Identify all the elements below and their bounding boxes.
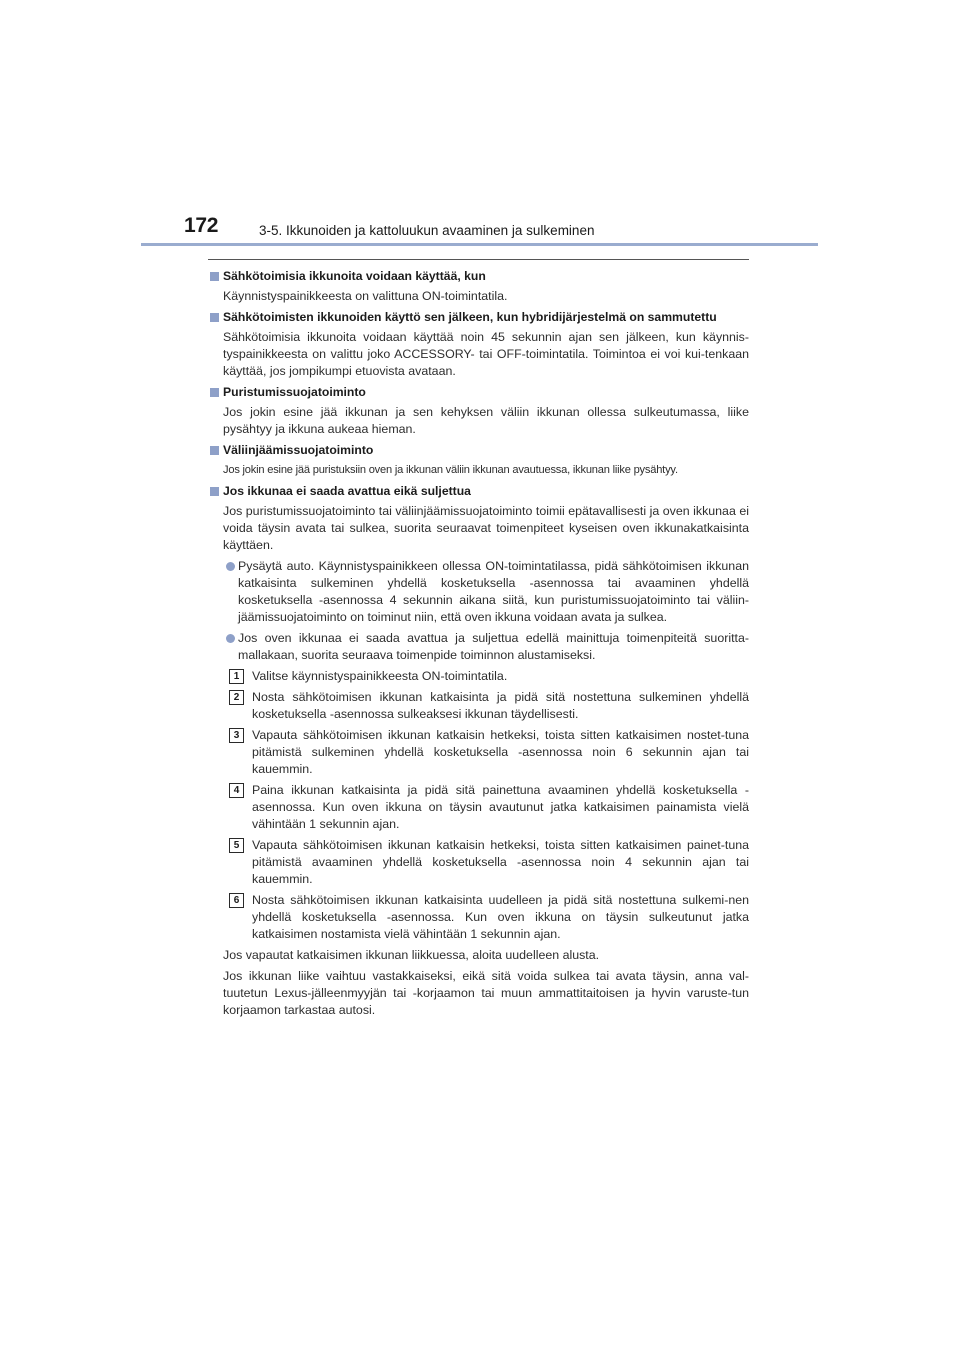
section-heading: Sähkötoimisia ikkunoita voidaan käyttää, kun: [223, 269, 486, 283]
bullet-text: Pysäytä auto. Käynnistyspainikkeen ollessa ON-toimintatilassa, pidä sähkötoimisen ikkunan katkaisinta sulkeminen yhdellä kosketuksella -asennossa tai avaaminen yhdellä kosketuksella -asennossa 4 sekunnin aikana siitä, kun puristumissuojatoiminto tai väliin-jäämissuojatoiminto on toiminut niin, että oven ikkuna voidaan avata ja sulkea.: [238, 559, 749, 624]
step-text: Nosta sähkötoimisen ikkunan katkaisinta uudelleen ja pidä sitä nostettuna sulkemi-nen yhdellä kosketuksella -asennossa. Kun oven ikkuna on täysin sulkeutunut jatka katkaisimen nostamista vielä vähintään 1 sekunnin ajan.: [252, 893, 749, 941]
section-heading: Jos ikkunaa ei saada avattua eikä suljettua: [223, 484, 471, 498]
section-catch-protection: [208, 442, 749, 479]
circle-bullet-icon: [226, 634, 235, 643]
step-item: [208, 689, 749, 723]
step-number: 2: [229, 690, 244, 705]
step-number: 5: [229, 838, 244, 853]
step-text: Paina ikkunan katkaisinta ja pidä sitä painettuna avaaminen yhdellä kosketuksella -asennossa. Kun oven ikkuna on täysin avautunut jatka katkaisimen painamista vielä vähintään 1 sekunnin ajan.: [252, 783, 749, 831]
square-bullet-icon: [210, 272, 219, 281]
square-bullet-icon: [210, 313, 219, 322]
list-item: [208, 630, 749, 664]
section-text: Jos jokin esine jää puristuksiin oven ja ikkunan väliin ikkunan avautuessa, ikkunan liike pysähtyy.: [223, 464, 678, 476]
step-text: Vapauta sähkötoimisen ikkunan katkaisin hetkeksi, toista sitten katkaisimen nostet-tuna pitämistä sulkeminen yhdellä kosketuksella -asennossa noin 6 sekunnin ajan tai kauemmin.: [252, 728, 749, 776]
step-item: [208, 892, 749, 943]
section-operating-conditions: [208, 268, 749, 305]
section-title: 3-5. Ikkunoiden ja kattoluukun avaaminen ja sulkeminen: [259, 223, 595, 238]
section-text: Käynnistyspainikkeesta on valittuna ON-toimintatila.: [223, 289, 508, 303]
section-text: Jos puristumissuojatoiminto tai väliinjäämissuojatoiminto toimii epätavallisesti ja oven ikkunaa ei voida täysin avata tai sulkea, suorita seuraavat toimenpiteet kyseisen oven ikkunakatkaisinta käyttäen.: [223, 504, 749, 552]
square-bullet-icon: [210, 487, 219, 496]
square-bullet-icon: [210, 388, 219, 397]
section-text: Jos jokin esine jää ikkunan ja sen kehyksen väliin ikkunan ollessa sulkeutumassa, liike pysähtyy ja ikkuna aukeaa hieman.: [223, 405, 749, 436]
step-number: 6: [229, 893, 244, 908]
footer-paragraph: Jos ikkunan liike vaihtuu vastakkaiseksi, eikä sitä voida sulkea tai avata täysin, anna val-tuutetun Lexus-jälleenmyyjän tai -korjaamon tai muun ammattitaitoisen ja hyvin varuste-tun korjaamon tarkastaa autosi.: [223, 969, 749, 1017]
step-item: [208, 668, 749, 685]
header-rule: [141, 243, 818, 246]
section-heading: Sähkötoimisten ikkunoiden käyttö sen jälkeen, kun hybridijärjestelmä on sammutettu: [223, 310, 717, 324]
circle-bullet-icon: [226, 562, 235, 571]
section-heading: Väliinjäämissuojatoiminto: [223, 443, 374, 457]
step-text: Vapauta sähkötoimisen ikkunan katkaisin hetkeksi, toista sitten katkaisimen painet-tuna pitämistä avaaminen yhdellä kosketuksella -asennossa noin 4 sekunnin ajan tai kauemmin.: [252, 838, 749, 886]
step-item: [208, 727, 749, 778]
content-top-rule: [208, 259, 749, 260]
content-body: [208, 268, 749, 1023]
section-window-not-working: [208, 483, 749, 1019]
section-jam-protection: [208, 384, 749, 438]
section-after-shutdown: [208, 309, 749, 380]
page-number: 172: [184, 214, 219, 237]
step-number: 4: [229, 783, 244, 798]
footer-paragraph: Jos vapautat katkaisimen ikkunan liikkuessa, aloita uudelleen alusta.: [223, 948, 600, 962]
step-number: 3: [229, 728, 244, 743]
step-item: [208, 837, 749, 888]
square-bullet-icon: [210, 446, 219, 455]
section-text: Sähkötoimisia ikkunoita voidaan käyttää noin 45 sekunnin ajan sen jälkeen, kun käynnis-tyspainikkeesta on valittu joko ACCESSORY- tai OFF-toimintatila. Toimintoa ei voi kui-tenkaan käyttää, jos jompikumpi etuovista avataan.: [223, 330, 749, 378]
bullet-text: Jos oven ikkunaa ei saada avattua ja suljettua edellä mainittuja toimenpiteitä suoritta-mallakaan, suorita seuraava toimenpide toiminnon alustamiseksi.: [238, 631, 749, 662]
list-item: [208, 558, 749, 626]
step-number: 1: [229, 669, 244, 684]
section-heading: Puristumissuojatoiminto: [223, 385, 366, 399]
step-text: Valitse käynnistyspainikkeesta ON-toimintatila.: [252, 669, 508, 683]
step-text: Nosta sähkötoimisen ikkunan katkaisinta ja pidä sitä nostettuna sulkeminen yhdellä kosketuksella -asennossa sulkeaksesi ikkunan täydellisesti.: [252, 690, 749, 721]
step-item: [208, 782, 749, 833]
